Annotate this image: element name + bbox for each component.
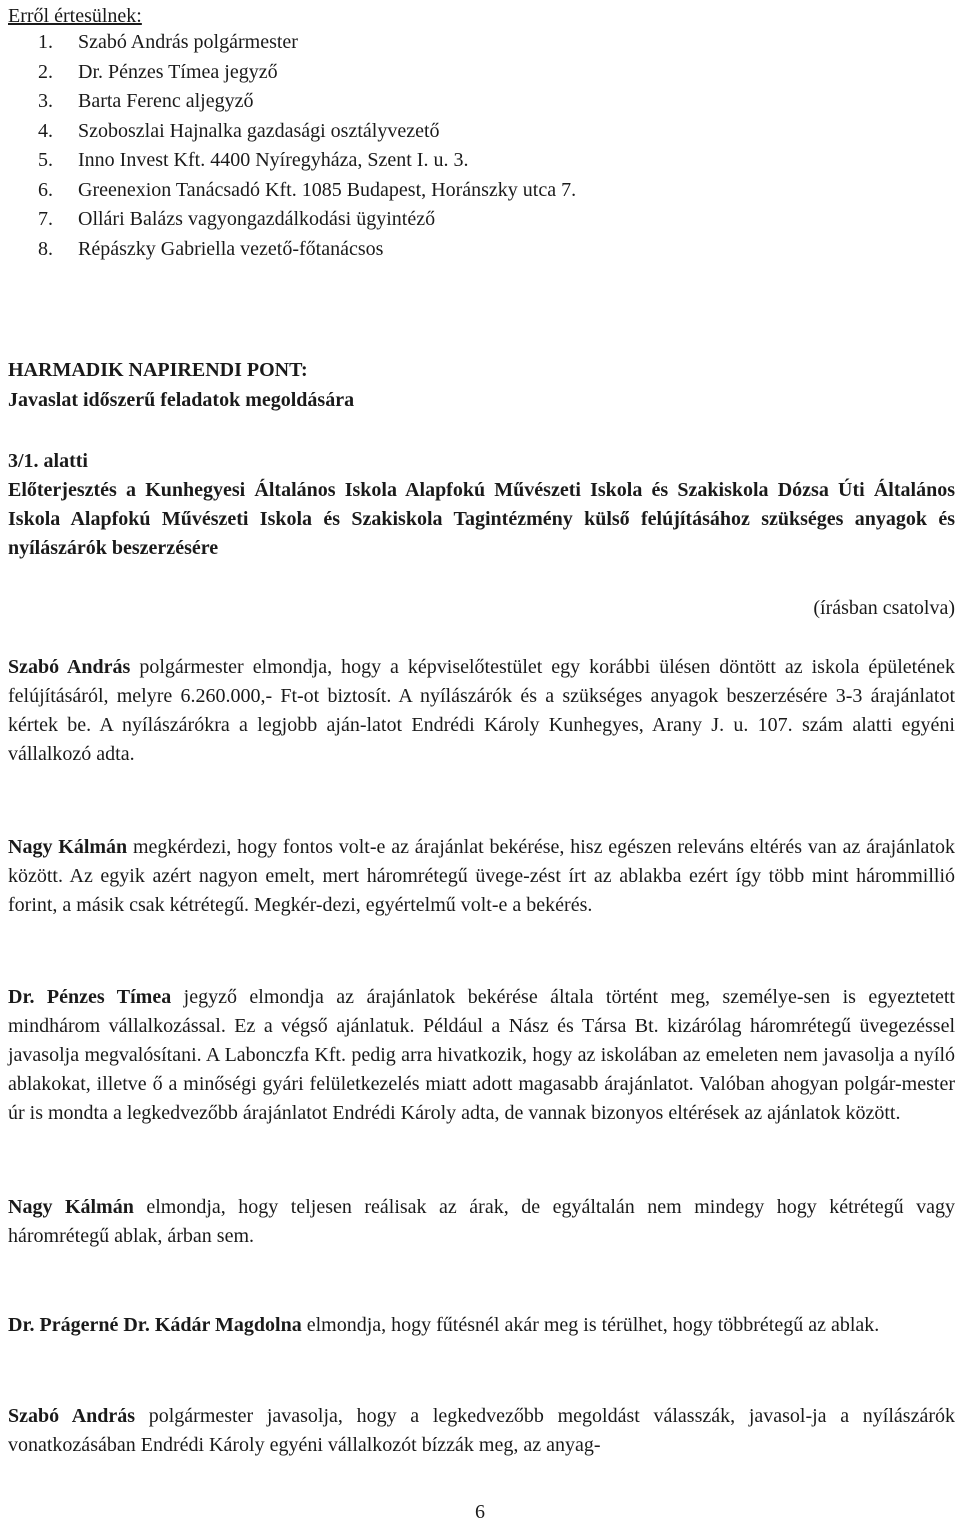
list-number: 4. (38, 119, 53, 142)
paragraph-text: polgármester javasolja, hogy a legkedvezőbb megoldást válasszák, javasol-ja a nyílászárók vonatkozásában Endrédi Károly egyéni vállalkozót bízzák meg, az anyag- (8, 1405, 955, 1456)
paragraph (8, 1402, 955, 1460)
list-item (8, 235, 955, 265)
list-text: Barta Ferenc aljegyző (78, 90, 254, 112)
list-text: Szabó András polgármester (78, 31, 298, 53)
list-text: Inno Invest Kft. 4400 Nyíregyháza, Szent I. u. 3. (78, 149, 469, 171)
list-number: 7. (38, 208, 53, 230)
paragraph-text: jegyző elmondja az árajánlatok bekérése általa történt meg, személye-sen is egyeztetett mindhárom vállalkozással. Ez a végső ajánlatuk. Például a Nász és Társa Bt. kizárólag háromrétegű üvegezéssel javasolja megvalósítani. A Labonczfa Kft. pedig arra hivatkozik, hogy az iskolában az emeleten nem javasolja a nyíló ablakokat, illetve ő a minőségi gyári felületkezelés miatt adott magasabb árajánlatot. Valóban ahogyan polgár-mester úr is mondta a legkedvezőbb árajánlatot Endrédi Károly adta, de vannak bizonyos eltérések az ajánlatok között. (8, 986, 955, 1124)
item-title: Előterjesztés a Kunhegyesi Általános Iskola Alapfokú Művészeti Iskola és Szakiskola Dózsa Úti Általános Iskola Alapfokú Művészeti Iskola és Szakiskola Tagintézmény külső felújításához szükséges anyagok és nyílászárók beszerzésére (8, 479, 955, 559)
speaker-name: Nagy Kálmán (8, 1196, 134, 1218)
speaker-name: Nagy Kálmán (8, 836, 128, 858)
list-item (8, 87, 955, 117)
list-item (8, 117, 955, 147)
paragraph (8, 1311, 955, 1340)
list-number: 1. (38, 31, 53, 53)
page-number: 6 (475, 1501, 485, 1523)
paragraph-text: polgármester elmondja, hogy a képviselőtestület egy korábbi ülésen döntött az iskola épületének felújításáról, melyre 6.260.000,- Ft-ot biztosít. A nyílászárók és a szükséges anyagok beszerzésére 3-3 árajánlatot kértek be. A nyílászárókra a legjobb aján-latot Endrédi Károly Kunhegyes, Arany J. u. 107. szám alatti egyéni vállalkozó adta. (8, 656, 955, 765)
list-number: 6. (38, 178, 53, 201)
list-text: Szoboszlai Hajnalka gazdasági osztályvezető (78, 119, 440, 142)
list-text: Dr. Pénzes Tímea jegyző (78, 60, 278, 83)
attachment-note: (írásban csatolva) (813, 597, 955, 619)
speaker-name: Szabó András (8, 1405, 136, 1427)
item-number: 3/1. alatti (8, 450, 88, 472)
paragraph-text: elmondja, hogy teljesen reálisak az árak, de egyáltalán nem mindegy hogy kétrétegű vagy háromrétegű ablak, árban sem. (8, 1196, 955, 1247)
paragraph (8, 1193, 955, 1251)
speaker-name: Szabó András (8, 656, 131, 678)
speaker-name: Dr. Pénzes Tímea (8, 986, 172, 1008)
list-text: Ollári Balázs vagyongazdálkodási ügyintéző (78, 208, 436, 230)
list-text: Greenexion Tanácsadó Kft. 1085 Budapest, Horánszky utca 7. (78, 178, 577, 201)
recipient-list (8, 28, 955, 264)
list-number: 8. (38, 237, 53, 260)
list-number: 3. (38, 90, 53, 112)
paragraph-text: elmondja, hogy fűtésnél akár meg is térülhet, hogy többrétegű az ablak. (301, 1314, 880, 1336)
paragraph-text: megkérdezi, hogy fontos volt-e az árajánlat bekérése, hisz egészen releváns eltérés van az árajánlatok között. Az egyik azért nagyon emelt, mert háromrétegű üvege-zést írt az ablakba ezért így több mint hárommillió forint, a másik csak kétrétegű. Megkér-dezi, egyértelmű volt-e a bekérés. (8, 836, 955, 916)
agenda-heading: HARMADIK NAPIRENDI PONT: (8, 359, 308, 381)
list-number: 2. (38, 60, 53, 83)
list-text: Répászky Gabriella vezető-főtanácsos (78, 237, 384, 260)
list-item (8, 146, 955, 176)
agenda-subheading: Javaslat időszerű feladatok megoldására (8, 389, 355, 411)
list-item (8, 176, 955, 206)
notify-title: Erről értesülnek: (8, 5, 142, 27)
list-item (8, 58, 955, 88)
list-item (8, 205, 955, 235)
list-item (8, 28, 955, 58)
speaker-name: Dr. Prágerné Dr. Kádár Magdolna (8, 1314, 302, 1336)
paragraph (8, 833, 955, 920)
paragraph (8, 983, 955, 1128)
list-number: 5. (38, 149, 53, 171)
paragraph (8, 653, 955, 769)
